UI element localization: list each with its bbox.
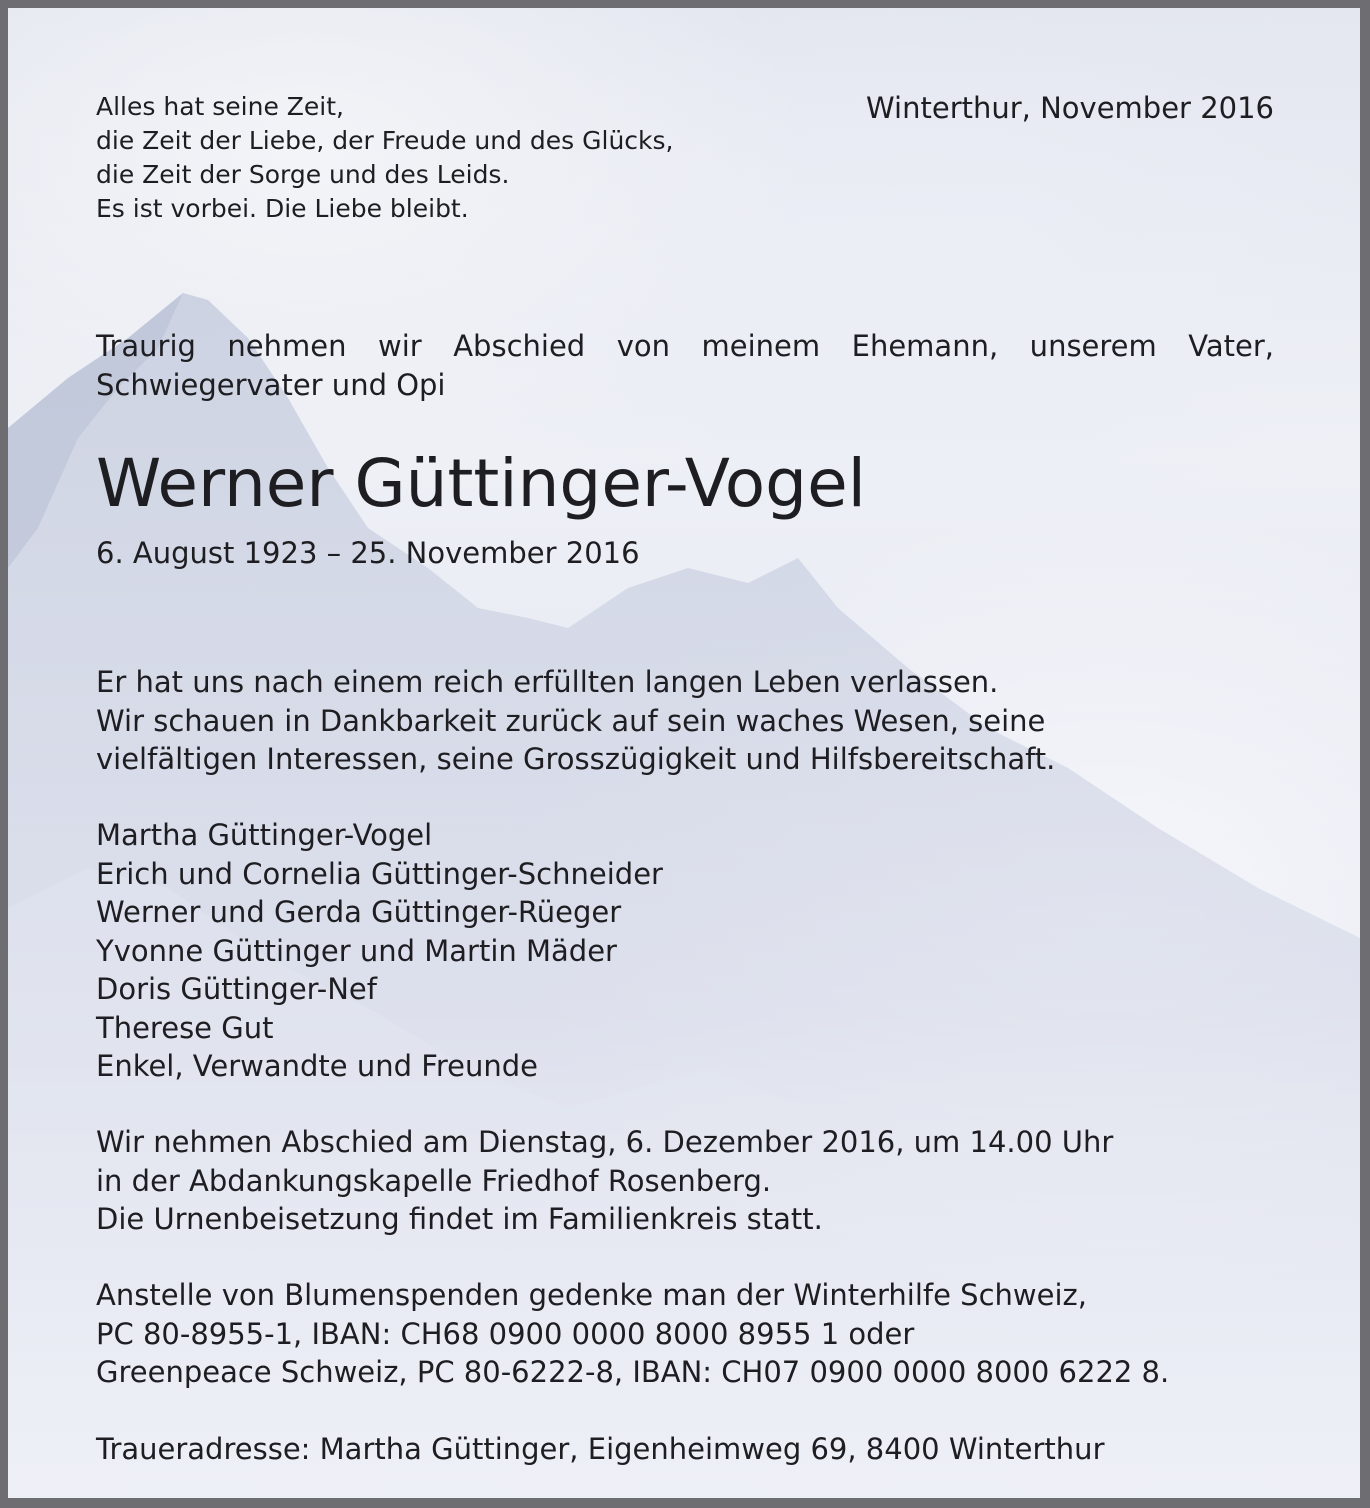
poem-line: Alles hat seine Zeit, [96,92,344,121]
obituary-page [8,8,1360,1498]
mourner: Erich und Cornelia Güttinger-Schneider [96,856,663,891]
service-line: Wir nehmen Abschied am Dienstag, 6. Dezember 2016, um 14.00 Uhr [96,1125,1114,1159]
donation-line: Greenpeace Schweiz, PC 80-6222-8, IBAN: CH07 0900 0000 8000 6222 8. [96,1355,1170,1389]
mourner: Doris Güttinger-Nef [96,972,377,1006]
deceased-name: Werner Güttinger-Vogel [96,445,867,522]
tribute-line: Er hat uns nach einem reich erfüllten langen Leben verlassen. [96,665,999,699]
life-dates: 6. August 1923 – 25. November 2016 [96,536,640,570]
mourners-list [96,816,663,1086]
mourning-address: Traueradresse: Martha Güttinger, Eigenheimweg 69, 8400 Winterthur [96,1432,1105,1466]
mourner: Werner und Gerda Güttinger-Rüeger [96,895,622,929]
poem-line: Es ist vorbei. Die Liebe bleibt. [96,194,469,223]
donation-info [96,1276,1169,1392]
mourner: Yvonne Güttinger und Martin Mäder [96,933,617,968]
poem-line: die Zeit der Sorge und des Leids. [96,160,510,189]
intro-text: Traurig nehmen wir Abschied von meinem Ehemann, unserem Vater, Schwiegervater und Opi [96,329,1274,402]
tribute [96,663,1055,779]
mourner: Martha Güttinger-Vogel [96,818,433,852]
service-line: Die Urnenbeisetzung findet im Familienkreis statt. [96,1202,823,1236]
service-line: in der Abdankungskapelle Friedhof Rosenberg. [96,1163,772,1198]
tribute-line: Wir schauen in Dankbarkeit zurück auf sein waches Wesen, seine [96,703,1046,738]
service-info [96,1123,1113,1239]
mourner: Enkel, Verwandte und Freunde [96,1049,538,1083]
tribute-line: vielfältigen Interessen, seine Grosszügigkeit und Hilfsbereitschaft. [96,742,1056,776]
donation-line: Anstelle von Blumenspenden gedenke man der Winterhilfe Schweiz, [96,1278,1087,1312]
mourner: Therese Gut [96,1010,274,1045]
poem [96,90,674,226]
poem-line: die Zeit der Liebe, der Freude und des Glücks, [96,126,674,155]
place-date: Winterthur, November 2016 [866,91,1274,125]
donation-line: PC 80-8955-1, IBAN: CH68 0900 0000 8000 8955 1 oder [96,1316,915,1351]
